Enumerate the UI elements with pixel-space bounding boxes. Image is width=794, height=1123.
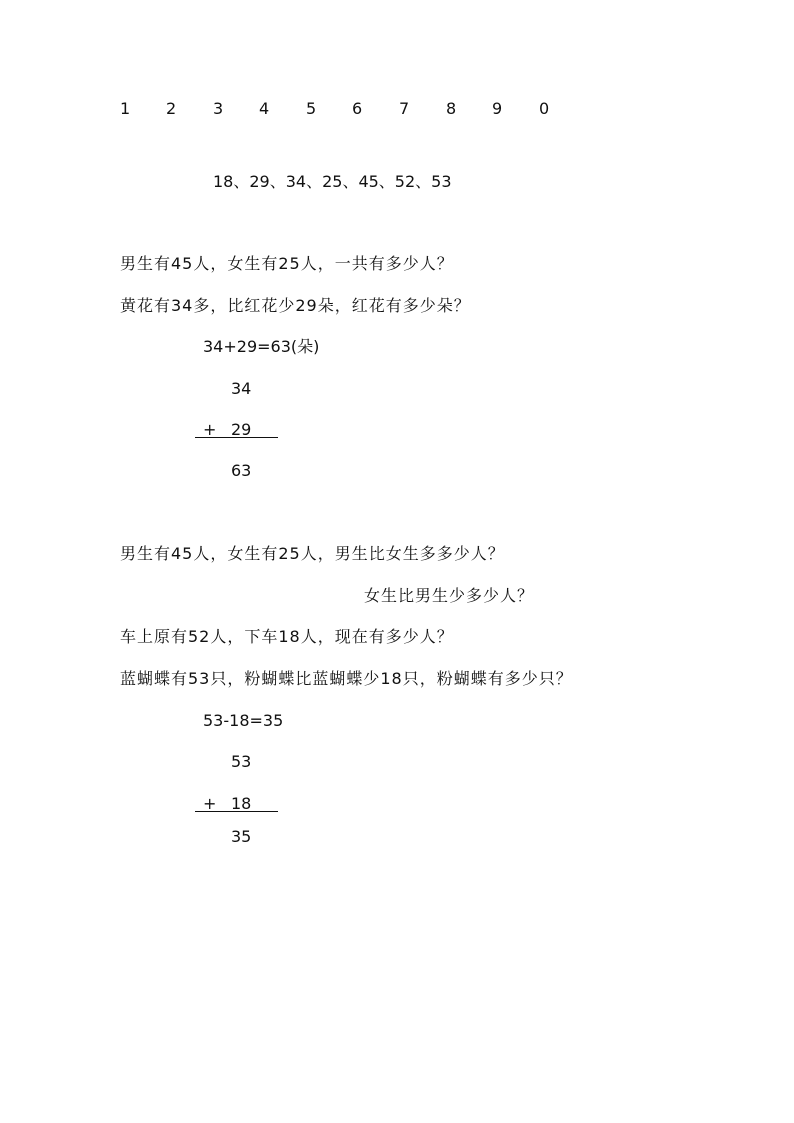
digit-7: 7 (399, 99, 410, 118)
calc2-result: 35 (231, 827, 252, 846)
question-butterflies: 蓝蝴蝶有53只，粉蝴蝶比蓝蝴蝶少18只，粉蝴蝶有多少只？ (120, 669, 573, 688)
question-bus-passengers: 车上原有52人，下车18人，现在有多少人？ (120, 627, 454, 646)
calc2-sum-rule (195, 811, 278, 812)
question-total-students: 男生有45人，女生有25人，一共有多少人？ (120, 254, 454, 273)
digit-1: 1 (120, 99, 131, 118)
calc1-second-number: 29 (231, 420, 252, 439)
digit-6: 6 (352, 99, 363, 118)
question-girls-fewer: 女生比男生少多少人？ (364, 586, 535, 605)
question-red-flowers: 黄花有34多，比红花少29朵，红花有多少朵？ (120, 296, 471, 315)
digit-0: 0 (539, 99, 550, 118)
digit-2: 2 (166, 99, 177, 118)
calc2-equation: 53-18=35 (203, 711, 284, 730)
digit-3: 3 (213, 99, 224, 118)
calc2-second-number: 18 (231, 794, 252, 813)
calc1-equation: 34+29=63(朵) (203, 337, 320, 356)
digit-4: 4 (259, 99, 270, 118)
calc1-plus-sign: + (203, 420, 217, 439)
calc2-top-number: 53 (231, 752, 252, 771)
calc2-plus-sign: + (203, 794, 217, 813)
digit-5: 5 (306, 99, 317, 118)
calc1-sum-rule (195, 437, 278, 438)
calc1-result: 63 (231, 461, 252, 480)
number-list: 18、29、34、25、45、52、53 (213, 172, 452, 191)
question-boys-more: 男生有45人，女生有25人，男生比女生多多少人？ (120, 544, 505, 563)
digit-9: 9 (492, 99, 503, 118)
digit-row (0, 98, 794, 120)
digit-8: 8 (446, 99, 457, 118)
calc1-top-number: 34 (231, 379, 252, 398)
